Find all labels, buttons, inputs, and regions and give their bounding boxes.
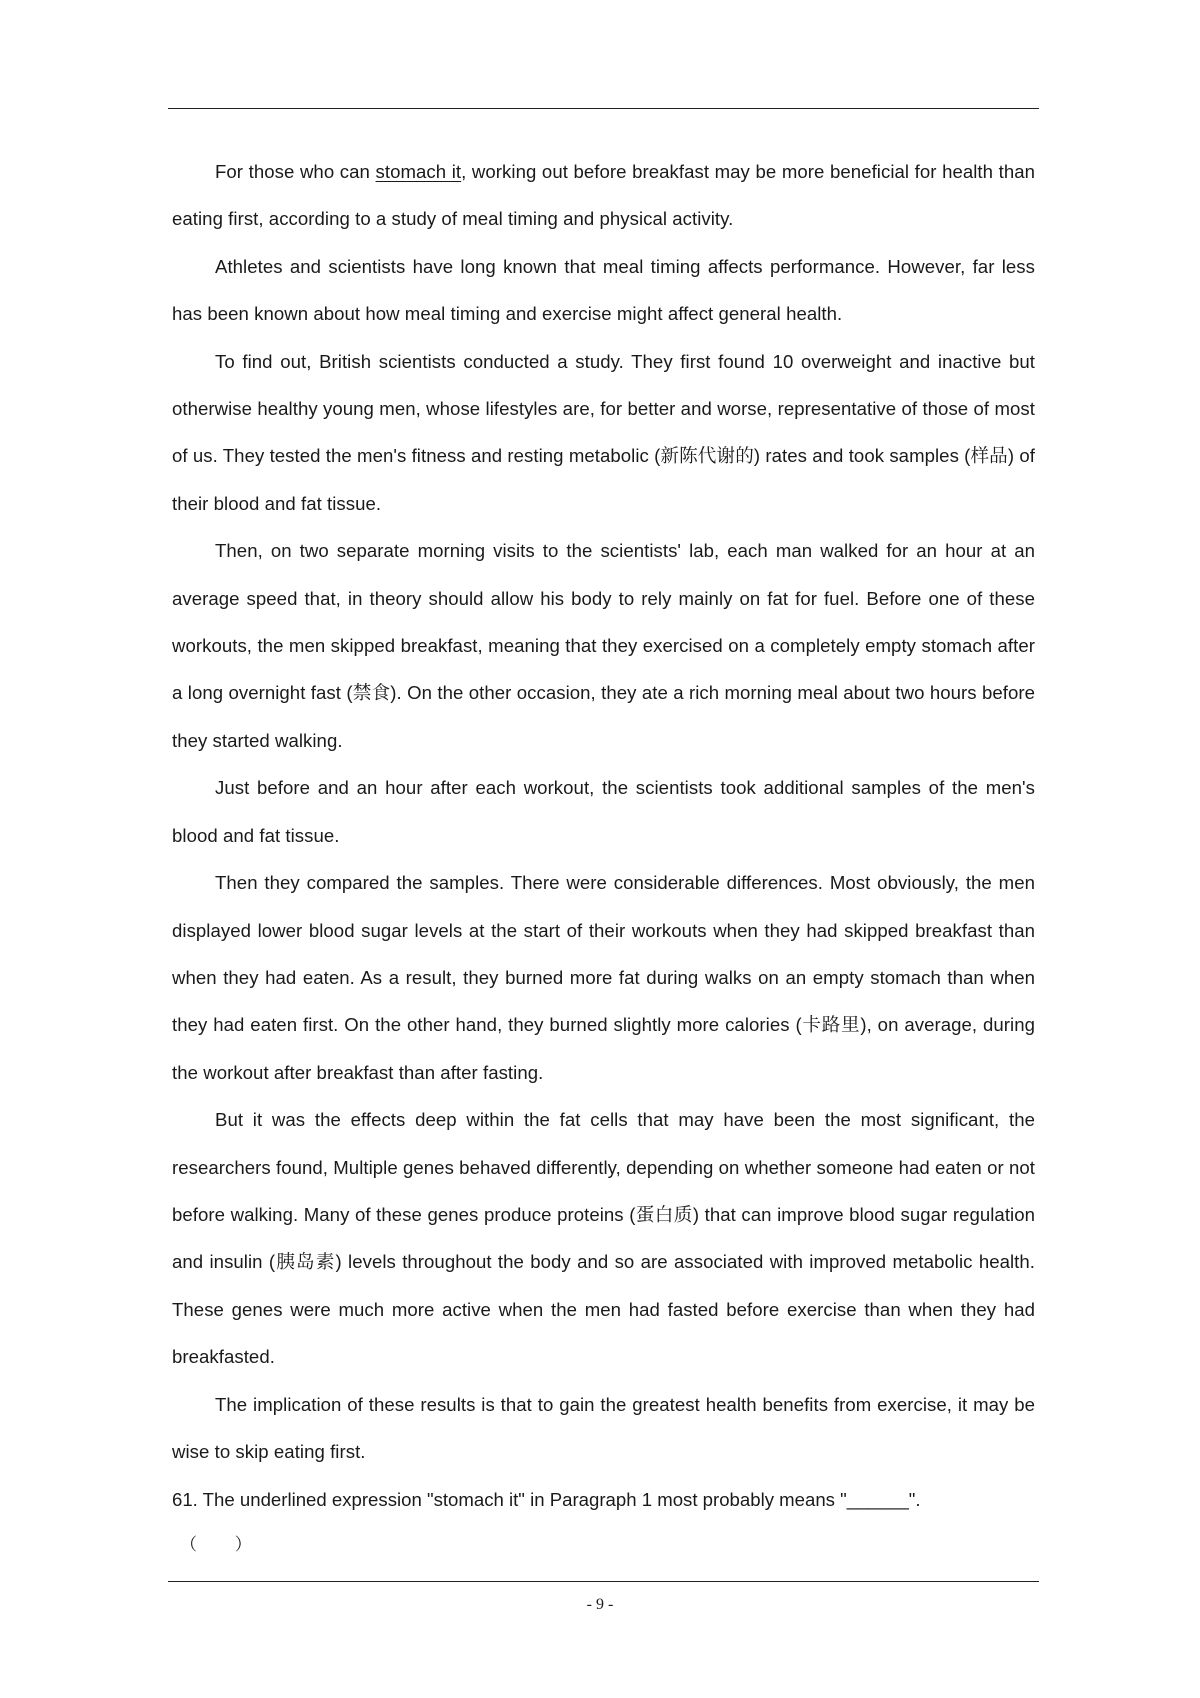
paragraph-1-start: For those who can xyxy=(215,161,376,182)
paragraph-5: Just before and an hour after each workout, the scientists took additional samples of the men's blood and fat tissue. xyxy=(172,777,1035,846)
header-rule xyxy=(168,108,1039,109)
paragraph-7: But it was the effects deep within the fat cells that may have been the most significant, the researchers found, Multiple genes behaved differently, depending on whether someone had eaten or not before walking. Many of these genes produce proteins (蛋白质) that can improve blood sugar regulation and insulin (胰岛素) levels throughout the body and so are associated with improved metabolic health. These genes were much more active when the men had fasted before exercise than when they had breakfasted. xyxy=(172,1109,1035,1368)
question-61: 61. The underlined expression "stomach it" in Paragraph 1 most probably means "______". xyxy=(172,1489,921,1510)
paragraph-3: To find out, British scientists conducted a study. They first found 10 overweight and inactive but otherwise healthy young men, whose lifestyles are, for better and worse, representative of those of most of us. They tested the men's fitness and resting metabolic (新陈代谢的) rates and took samples (样品) of their blood and fat tissue. xyxy=(172,350,1035,514)
page-number: - 9 - xyxy=(586,1596,614,1613)
footer-rule xyxy=(168,1581,1039,1582)
paragraph-4: Then, on two separate morning visits to the scientists' lab, each man walked for an hour at an average speed that, in theory should allow his body to rely mainly on fat for fuel. Before one of these workouts, the men skipped breakfast, meaning that they exercised on a completely empty stomach after a long overnight fast (禁食). On the other occasion, they ate a rich morning meal about two hours before they started walking. xyxy=(172,540,1035,751)
paragraph-2: Athletes and scientists have long known that meal timing affects performance. However, far less has been known about how meal timing and exercise might affect general health. xyxy=(172,255,1035,325)
paragraph-8: The implication of these results is that to gain the greatest health benefits from exercise, it may be wise to skip eating first. xyxy=(172,1393,1035,1462)
paragraph-6: Then they compared the samples. There were considerable differences. Most obviously, the men displayed lower blood sugar levels at the start of their workouts when they had skipped breakfast than when they had eaten. As a result, they burned more fat during walks on an empty stomach than when they had eaten first. On the other hand, they burned slightly more calories (卡路里), on average, during the workout after breakfast than after fasting. xyxy=(172,872,1035,1083)
paragraph-1 xyxy=(172,148,1035,243)
paragraph-1-rest: , working out before breakfast may be more beneficial for health than eating first, according to a study of meal timing and physical activity. xyxy=(172,161,1036,230)
answer-parentheses: （ ） xyxy=(180,1535,252,1554)
underlined-expression: stomach it xyxy=(375,161,462,182)
passage xyxy=(172,148,1035,1475)
